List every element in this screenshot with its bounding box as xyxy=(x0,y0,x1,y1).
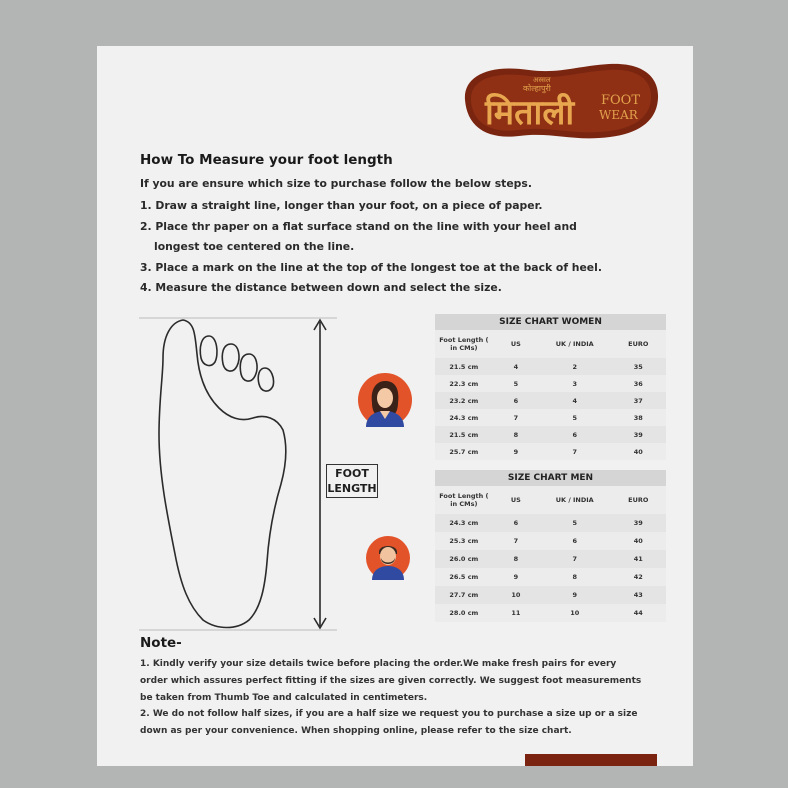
table-cell: 5 xyxy=(539,514,611,532)
table-cell: 9 xyxy=(493,568,539,586)
logo-tagline-1: अस्सल xyxy=(533,76,551,84)
step-1: 1. Draw a straight line, longer than your foot, on a piece of paper. xyxy=(140,199,543,212)
table-row xyxy=(435,514,666,532)
table-cell: 22.3 cm xyxy=(435,375,493,392)
step-3: 3. Place a mark on the line at the top of the longest toe at the back of heel. xyxy=(140,260,602,274)
table-cell: 43 xyxy=(611,586,666,604)
page-heading: How To Measure your foot length xyxy=(140,152,393,168)
table-row xyxy=(435,532,666,550)
table-cell: 35 xyxy=(611,358,666,375)
table-row xyxy=(435,375,666,392)
table-row xyxy=(435,358,666,375)
step-4: 4. Measure the distance between down and select the size. xyxy=(140,281,502,294)
table-cell: 11 xyxy=(493,604,539,622)
column-header: EURO xyxy=(611,330,666,358)
table-row xyxy=(435,409,666,426)
table-cell: 6 xyxy=(493,392,539,409)
table-cell: 8 xyxy=(493,550,539,568)
table-row xyxy=(435,604,666,622)
table-cell: 10 xyxy=(493,586,539,604)
logo-tagline-2: कोल्हापुरी xyxy=(523,84,551,93)
table-cell: 25.3 cm xyxy=(435,532,493,550)
table-cell: 44 xyxy=(611,604,666,622)
table-row xyxy=(435,550,666,568)
table-cell: 40 xyxy=(611,443,666,460)
table-cell: 8 xyxy=(539,568,611,586)
column-header: Foot Length ( in CMs) xyxy=(435,330,493,358)
men-chart-title: SIZE CHART MEN xyxy=(435,470,666,486)
table-cell: 37 xyxy=(611,392,666,409)
step-2: 2. Place thr paper on a flat surface stand on the line with your heel and xyxy=(140,219,577,233)
table-row xyxy=(435,443,666,460)
table-cell: 23.2 cm xyxy=(435,392,493,409)
table-cell: 8 xyxy=(493,426,539,443)
foot-length-label xyxy=(326,464,378,498)
table-cell: 24.3 cm xyxy=(435,409,493,426)
table-cell: 5 xyxy=(493,375,539,392)
note-body xyxy=(140,656,645,740)
foot-label-line2: LENGTH xyxy=(327,482,377,495)
intro-text: If you are ensure which size to purchase follow the below steps. xyxy=(140,177,532,190)
table-cell: 4 xyxy=(493,358,539,375)
man-avatar-icon xyxy=(366,536,410,580)
note-item-2: 2. We do not follow half sizes, if you are a half size we request you to purchase a size up or a size down as per your convenience. When shopping online, please refer to the size chart. xyxy=(140,709,638,737)
table-cell: 7 xyxy=(539,550,611,568)
logo-foot-word: FOOT xyxy=(601,93,641,108)
brand-logo xyxy=(459,56,662,144)
table-cell: 6 xyxy=(539,532,611,550)
table-cell: 9 xyxy=(539,586,611,604)
note-title: Note- xyxy=(140,635,182,651)
bottom-accent-bar xyxy=(525,754,657,766)
table-cell: 2 xyxy=(539,358,611,375)
table-row xyxy=(435,568,666,586)
table-cell: 25.7 cm xyxy=(435,443,493,460)
size-guide-sheet xyxy=(97,46,693,766)
table-cell: 39 xyxy=(611,426,666,443)
table-cell: 6 xyxy=(493,514,539,532)
table-cell: 9 xyxy=(493,443,539,460)
note-item-1: 1. Kindly verify your size details twice before placing the order.We make fresh pairs for every order which assures perfect fitting if the sizes are given correctly. We suggest foot measurements be taken from Thumb Toe and calculated in centimeters. xyxy=(140,659,642,703)
table-cell: 4 xyxy=(539,392,611,409)
step-2-continued: longest toe centered on the line. xyxy=(154,240,355,253)
foot-label-line1: FOOT xyxy=(335,467,369,480)
table-cell: 24.3 cm xyxy=(435,514,493,532)
column-header: EURO xyxy=(611,486,666,514)
table-cell: 7 xyxy=(539,443,611,460)
women-size-table xyxy=(435,330,666,460)
women-size-chart xyxy=(435,314,666,460)
column-header: UK / INDIA xyxy=(539,330,611,358)
column-header: UK / INDIA xyxy=(539,486,611,514)
table-row xyxy=(435,426,666,443)
table-cell: 3 xyxy=(539,375,611,392)
table-cell: 6 xyxy=(539,426,611,443)
foot-outline-diagram xyxy=(137,314,342,632)
table-cell: 7 xyxy=(493,532,539,550)
table-cell: 38 xyxy=(611,409,666,426)
table-cell: 26.5 cm xyxy=(435,568,493,586)
table-cell: 21.5 cm xyxy=(435,358,493,375)
table-row xyxy=(435,586,666,604)
logo-wear-word: WEAR xyxy=(599,108,638,122)
men-size-chart xyxy=(435,470,666,622)
table-cell: 28.0 cm xyxy=(435,604,493,622)
table-cell: 26.0 cm xyxy=(435,550,493,568)
table-cell: 10 xyxy=(539,604,611,622)
table-cell: 36 xyxy=(611,375,666,392)
table-cell: 40 xyxy=(611,532,666,550)
table-row xyxy=(435,392,666,409)
men-size-table xyxy=(435,486,666,622)
table-cell: 27.7 cm xyxy=(435,586,493,604)
women-chart-title: SIZE CHART WOMEN xyxy=(435,314,666,330)
table-cell: 41 xyxy=(611,550,666,568)
column-header: US xyxy=(493,330,539,358)
table-cell: 39 xyxy=(611,514,666,532)
steps-list xyxy=(140,196,602,299)
column-header: US xyxy=(493,486,539,514)
logo-brand-name: मिताली xyxy=(485,93,575,133)
table-cell: 7 xyxy=(493,409,539,426)
woman-avatar-icon xyxy=(358,373,412,427)
column-header: Foot Length ( in CMs) xyxy=(435,486,493,514)
table-cell: 5 xyxy=(539,409,611,426)
table-cell: 21.5 cm xyxy=(435,426,493,443)
table-cell: 42 xyxy=(611,568,666,586)
